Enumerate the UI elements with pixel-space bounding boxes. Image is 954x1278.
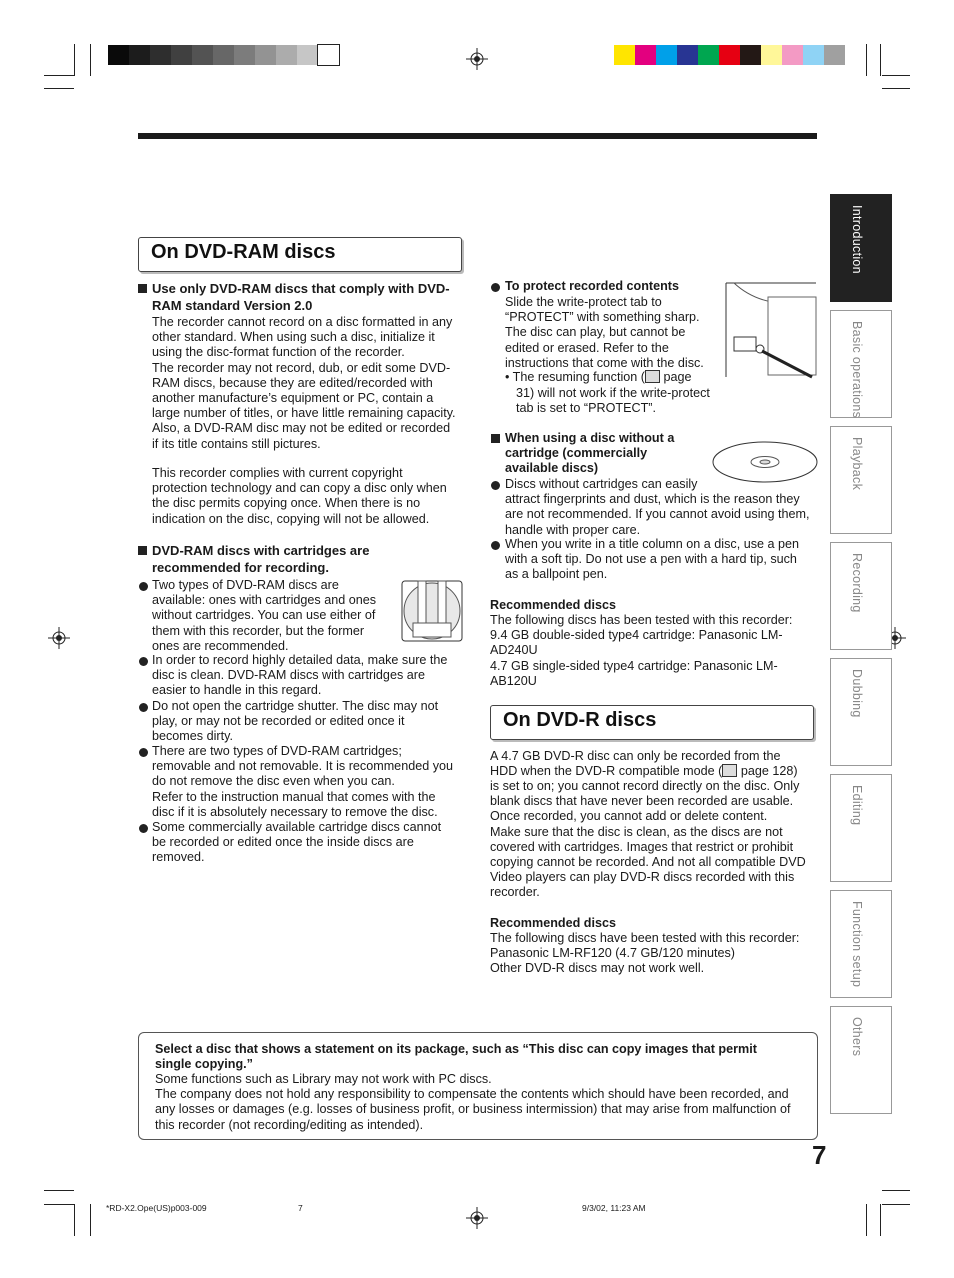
text-line: When using a disc without a	[505, 431, 675, 445]
text-line: disc if it is absolutely necessary to remove the disc.	[152, 804, 438, 819]
text-line: removed.	[152, 850, 205, 865]
text-line: recorder.	[490, 885, 540, 900]
bullet-text	[152, 578, 376, 654]
color-swatch	[677, 45, 698, 65]
gray-swatch	[171, 45, 192, 65]
text-line: the disc permits copying once. When there is no	[152, 496, 421, 511]
text-line: The following discs has been tested with this recorder:	[490, 613, 793, 627]
text-line: In order to record highly detailed data, make sure the	[152, 653, 448, 667]
paragraph	[152, 466, 447, 527]
text-line: using the disc-format function of the recorder.	[152, 345, 405, 360]
color-swatch	[803, 45, 824, 65]
text-line: play, or may not be recorded or edited once it	[152, 714, 405, 729]
text-line: any losses or damages (e.g. losses of business profit, or business intermission) that may arise from malfunction of	[155, 1102, 791, 1117]
text-line: The recorder cannot record on a disc formatted in any	[152, 315, 453, 329]
text-line: 9.4 GB double-sided type4 cartridge: Panasonic LM-	[490, 628, 783, 643]
text-line: There are two types of DVD-RAM cartridges;	[152, 744, 402, 758]
registration-mark-icon	[466, 1207, 488, 1229]
note-bold	[155, 1042, 757, 1072]
dvdr-text-part: HDD when the DVD-R compatible mode (	[490, 764, 723, 778]
text-line: blank discs that have never been recorded are usable.	[490, 794, 794, 809]
side-tab-others[interactable]	[830, 1006, 892, 1114]
heading-line: RAM standard Version 2.0	[152, 298, 313, 313]
side-tab-label: Function setup	[850, 901, 864, 988]
gray-swatch	[129, 45, 150, 65]
top-rule	[138, 133, 817, 139]
resume-text	[516, 386, 710, 416]
text-line: AD240U	[490, 643, 538, 658]
bullet-text	[152, 699, 438, 745]
side-tab-introduction[interactable]	[830, 194, 892, 302]
bullet-icon	[491, 481, 500, 490]
heading-cartridges	[152, 542, 369, 576]
footer-file: *RD-X2.Ope(US)p003-009	[106, 1203, 207, 1213]
text-line: becomes dirty.	[152, 729, 233, 744]
protect-heading: To protect recorded contents	[505, 279, 679, 293]
text-line: available discs)	[505, 461, 599, 476]
text-line: Select a disc that shows a statement on its package, such as “This disc can copy images that permit	[155, 1042, 757, 1056]
text-line: other standard. When using such a disc, initialize it	[152, 330, 435, 345]
dvdr-text-part: page 128)	[737, 764, 798, 778]
bullet-icon	[491, 541, 500, 550]
gray-swatch	[108, 45, 129, 65]
recommended-text	[490, 613, 792, 689]
text-line: is set to on; you cannot record directly on the disc. Only	[490, 779, 800, 793]
gray-swatch	[192, 45, 213, 65]
text-line: are not recommended. If you cannot avoid using them,	[505, 507, 810, 522]
text-line: This recorder complies with current copyright	[152, 466, 403, 480]
bullet-icon	[491, 283, 500, 292]
color-swatch	[740, 45, 761, 65]
text-line: cartridge (commercially	[505, 446, 648, 461]
heading-line: recommended for recording.	[152, 560, 329, 575]
color-swatch	[635, 45, 656, 65]
section-title: On DVD-R discs	[503, 709, 657, 731]
side-tab-label: Dubbing	[850, 669, 864, 718]
see-page-arrow-icon	[722, 764, 737, 777]
cartridge-illustration-icon	[401, 580, 463, 642]
bullet-text	[152, 653, 447, 699]
gray-swatch	[255, 45, 276, 65]
text-line: Some functions such as Library may not work with PC discs.	[155, 1072, 492, 1086]
side-tab-function-setup[interactable]	[830, 890, 892, 998]
section-heading-dvdr	[490, 705, 814, 740]
text-line: indication on the disc, copying will not be allowed.	[152, 511, 430, 526]
text-line: 4.7 GB single-sided type4 cartridge: Panasonic LM-	[490, 658, 778, 673]
text-line: if its title contains still pictures.	[152, 436, 321, 451]
side-tab-basic-operations[interactable]	[830, 310, 892, 418]
bullet-icon	[139, 582, 148, 591]
text-line: do not remove the disc even when you can.	[152, 774, 395, 789]
bullet-text	[505, 477, 810, 538]
bullet-text	[152, 820, 441, 866]
side-tab-recording[interactable]	[830, 542, 892, 650]
text-line: Video players can play DVD-R discs recorded with this	[490, 870, 795, 885]
bullet-icon	[139, 748, 148, 757]
text-line: tab is set to “PROTECT”.	[516, 401, 656, 416]
page-number: 7	[812, 1140, 827, 1170]
square-bullet-icon	[491, 434, 500, 443]
text-line: Some commercially available cartridge discs cannot	[152, 820, 442, 834]
dvdr-text	[490, 779, 806, 901]
gray-swatch	[234, 45, 255, 65]
text-line: ones are recommended.	[152, 638, 289, 653]
text-line: Also, a DVD-RAM disc may not be edited or recorded	[152, 421, 451, 436]
text-line: covered with cartridges. Images that restrict or prohibit	[490, 839, 794, 854]
text-line: available: ones with cartridges and ones	[152, 593, 377, 608]
note-text	[155, 1072, 791, 1133]
text-line: protection technology and can copy a disc only when	[152, 481, 447, 496]
paragraph	[152, 315, 456, 452]
square-bullet-icon	[138, 284, 147, 293]
gray-swatch	[276, 45, 297, 65]
side-tab-editing[interactable]	[830, 774, 892, 882]
side-tab-label: Recording	[850, 553, 864, 613]
text-line: this recorder (not recording/editing as intended).	[155, 1117, 424, 1132]
see-page-arrow-icon	[645, 370, 660, 383]
text-line: with a soft tip. Do not use a pen with a hard tip, such	[505, 552, 797, 567]
text-line: be recorded or edited once the inside discs are	[152, 835, 414, 850]
color-swatch	[824, 45, 845, 65]
text-line: Refer to the instruction manual that comes with the	[152, 789, 436, 804]
color-swatch	[656, 45, 677, 65]
text-line: The recorder may not record, dub, or edit some DVD-	[152, 360, 451, 375]
text-line: easier to handle in this regard.	[152, 683, 322, 698]
note-box	[138, 1032, 818, 1140]
text-line: removable and not removable. It is recommended you	[152, 759, 454, 774]
text-line: another manufacture’s equipment or PC, contain a	[152, 391, 434, 406]
resume-text: • The resuming function (	[505, 370, 645, 384]
recommended-heading: Recommended discs	[490, 916, 616, 930]
color-swatch	[761, 45, 782, 65]
registration-mark-icon	[48, 627, 70, 649]
dvdr-text: A 4.7 GB DVD-R disc can only be recorded from the	[490, 749, 781, 763]
text-line: AB120U	[490, 673, 537, 688]
footer-page: 7	[298, 1203, 303, 1213]
resume-note	[505, 370, 692, 385]
text-line: Do not open the cartridge shutter. The disc may not	[152, 699, 439, 713]
text-line: Panasonic LM-RF120 (4.7 GB/120 minutes)	[490, 946, 735, 961]
text-line: When you write in a title column on a disc, use a pen	[505, 537, 800, 551]
text-line: RAM discs, because they are edited/recorded with	[152, 375, 433, 390]
gray-swatch	[213, 45, 234, 65]
side-tab-label: Playback	[850, 437, 864, 491]
bullet-icon	[139, 657, 148, 666]
text-line: The disc can play, but cannot be	[505, 325, 686, 340]
color-swatch	[698, 45, 719, 65]
recommended-heading: Recommended discs	[490, 598, 616, 612]
text-line: The following discs have been tested with this recorder:	[490, 931, 800, 945]
dvdr-text	[490, 764, 798, 779]
square-bullet-icon	[138, 546, 147, 555]
text-line: disc is clean. DVD-RAM discs with cartridges are	[152, 668, 425, 683]
text-line: copying cannot be recorded. And not all compatible DVD	[490, 855, 806, 870]
heading-line: DVD-RAM discs with cartridges are	[152, 543, 370, 558]
bullet-icon	[139, 703, 148, 712]
text-line: “PROTECT” with something sharp.	[505, 310, 700, 325]
write-protect-illustration-icon	[724, 281, 818, 379]
gray-swatch	[150, 45, 171, 65]
text-line: attract fingerprints and dust, which is the reason they	[505, 492, 800, 507]
text-line: as a ballpoint pen.	[505, 567, 608, 582]
bullet-text	[505, 537, 799, 583]
text-line: Make sure that the disc is clean, as the discs are not	[490, 824, 783, 839]
recommended-text	[490, 931, 799, 977]
footer-date: 9/3/02, 11:23 AM	[582, 1203, 646, 1213]
section-title: On DVD-RAM discs	[151, 241, 336, 263]
side-tab-label: Others	[850, 1017, 864, 1057]
text-line: The company does not hold any responsibility to compensate the contents which should have been recorded, and	[155, 1087, 789, 1102]
side-tab-label: Introduction	[850, 205, 864, 274]
protect-text	[505, 295, 704, 371]
no-cartridge-heading	[505, 431, 674, 477]
side-tab-label: Basic operations	[850, 321, 864, 419]
text-line: Once recorded, you cannot add or delete content.	[490, 809, 768, 824]
side-tab-playback[interactable]	[830, 426, 892, 534]
heading-comply	[152, 280, 450, 314]
bullet-text	[152, 744, 453, 820]
text-line: without cartridges. You can use either of	[152, 608, 376, 623]
registration-mark-icon	[466, 48, 488, 70]
text-line: them with this recorder, but the former	[152, 623, 365, 638]
text-line: edited or erased. Refer to the	[505, 340, 669, 355]
side-tab-label: Editing	[850, 785, 864, 826]
bullet-icon	[139, 824, 148, 833]
resume-text: page	[659, 370, 692, 384]
heading-line: Use only DVD-RAM discs that comply with DVD-	[152, 281, 450, 296]
text-line: 31) will not work if the write-protect	[516, 386, 710, 400]
text-line: single copying.”	[155, 1057, 253, 1072]
text-line: Two types of DVD-RAM discs are	[152, 578, 339, 592]
color-swatch	[782, 45, 803, 65]
gray-swatch	[318, 45, 339, 65]
color-swatch	[614, 45, 635, 65]
text-line: Discs without cartridges can easily	[505, 477, 698, 491]
section-heading-dvdram	[138, 237, 462, 272]
text-line: Slide the write-protect tab to	[505, 295, 662, 309]
text-line: Other DVD-R discs may not work well.	[490, 961, 705, 976]
color-swatch	[719, 45, 740, 65]
side-tab-dubbing[interactable]	[830, 658, 892, 766]
text-line: instructions that come with the disc.	[505, 355, 704, 370]
text-line: handle with proper care.	[505, 522, 641, 537]
text-line: large number of titles, or have little remaining capacity.	[152, 406, 456, 421]
gray-swatch	[297, 45, 318, 65]
